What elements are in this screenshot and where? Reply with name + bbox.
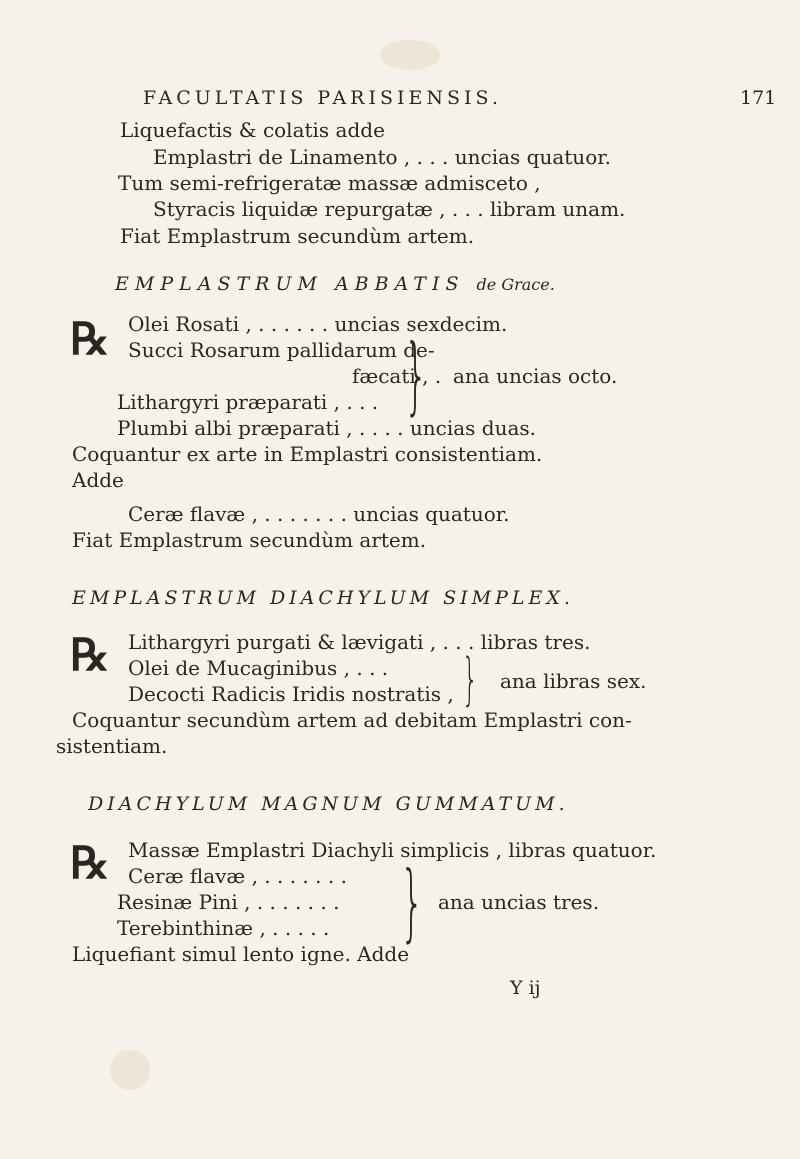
ingredient-line: Succi Rosarum pallidarum de-: [128, 338, 435, 362]
ingredient-line: Terebinthinæ , . . . . .: [117, 916, 330, 940]
text-line: sistentiam.: [56, 734, 168, 758]
ingredient-line: Lithargyri præparati , . . .: [117, 390, 379, 414]
text-line: Liquefiant simul lento igne. Adde: [72, 942, 410, 966]
ana-quantity: ana uncias tres.: [438, 890, 600, 914]
ingredient-line: fæcati , .: [352, 364, 442, 388]
recipe-symbol-icon: ℞: [70, 838, 110, 889]
ingredient-line: Lithargyri purgati & lævigati , . . . libras tres.: [128, 630, 591, 654]
brace-icon: }: [400, 853, 425, 951]
ingredient-line: Ceræ flavæ , . . . . . . .: [128, 864, 347, 888]
ingredient-line: Olei de Mucaginibus , . . .: [128, 656, 389, 680]
recipe-symbol-icon: ℞: [70, 630, 110, 681]
printer-signature: Y ij: [510, 977, 541, 999]
ingredient-line: Resinæ Pini , . . . . . . .: [117, 890, 340, 914]
section-title: DIACHYLUM MAGNUM GUMMATUM.: [88, 793, 569, 815]
text-line: Coquantur secundùm artem ad debitam Emplastri con-: [72, 708, 632, 732]
ana-quantity: ana uncias octo.: [453, 364, 618, 388]
section-title: EMPLASTRUM DIACHYLUM SIMPLEX.: [72, 587, 574, 609]
page-number: 171: [740, 87, 777, 109]
text-line: Tum semi-refrigeratæ massæ admisceto ,: [118, 171, 541, 195]
text-line: Fiat Emplastrum secundùm artem.: [72, 528, 427, 552]
text-line: Adde: [72, 468, 124, 492]
ana-quantity: ana libras sex.: [500, 669, 647, 693]
running-title: FACULTATIS PARISIENSIS.: [143, 87, 502, 109]
text-line: Styracis liquidæ repurgatæ , . . . libram unam.: [153, 197, 626, 221]
brace-icon: }: [462, 647, 479, 712]
text-line: Liquefactis & colatis adde: [120, 118, 385, 142]
paper-stain: [110, 1050, 150, 1090]
text-line: Coquantur ex arte in Emplastri consistentiam.: [72, 442, 543, 466]
brace-icon: }: [404, 326, 429, 424]
ingredient-line: Massæ Emplastri Diachyli simplicis , libras quatuor.: [128, 838, 657, 862]
text-line: Fiat Emplastrum secundùm artem.: [120, 224, 475, 248]
ingredient-line: Olei Rosati , . . . . . . uncias sexdecim.: [128, 312, 508, 336]
recipe-symbol-icon: ℞: [70, 314, 110, 365]
section-title-text: EMPLASTRUM ABBATIS: [115, 273, 465, 295]
ingredient-line: Decocti Radicis Iridis nostratis ,: [128, 682, 454, 706]
section-title-suffix: de Grace.: [476, 275, 555, 294]
ingredient-line: Ceræ flavæ , . . . . . . . uncias quatuor.: [128, 502, 510, 526]
section-title: [115, 272, 555, 297]
text-line: Emplastri de Linamento , . . . uncias quatuor.: [153, 145, 611, 169]
ingredient-line: Plumbi albi præparati , . . . . uncias duas.: [117, 416, 537, 440]
paper-stain: [380, 40, 440, 70]
